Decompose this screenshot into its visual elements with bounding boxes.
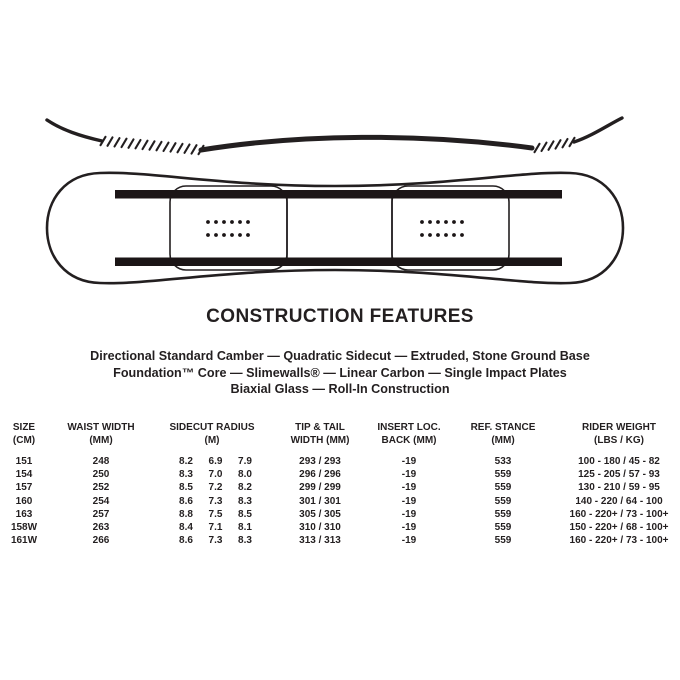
waist-width-cell: 250 [92,469,110,481]
insert-loc-cell: -19 [401,508,417,520]
rider-weight-cell: 160 - 220+ / 73 - 100+ [569,508,669,520]
sidecut-radius-cell: 8.8 7.5 8.5 [179,508,252,520]
waist-width-cell: 257 [92,508,110,520]
camber-left-hatch [101,137,204,154]
size-cell: 161W [10,535,38,547]
size-cell: 157 [15,482,33,494]
waist-width-cell: 252 [92,482,110,494]
camber-profile-diagram [0,92,680,170]
column-header-insert-loc: INSERT LOC. BACK (MM) [377,422,441,446]
ref-stance-cell: 559 [494,469,512,481]
waist-width-cell: 263 [92,522,110,534]
waist-width-cell: 248 [92,456,110,467]
rider-weight-cell: 125 - 205 / 57 - 93 [578,469,660,481]
rider-weight-cell: 100 - 180 / 45 - 82 [578,456,660,467]
spec-table-row [0,468,680,481]
size-cell: 154 [15,469,33,481]
spec-table-row [0,455,680,468]
spec-table-header-row [0,421,680,455]
tip-tail-width-cell: 293 / 293 [299,456,341,467]
size-cell: 158W [10,522,38,534]
insert-loc-cell: -19 [401,522,417,534]
size-cell: 163 [15,508,33,520]
bottom-carbon-stringer [115,258,562,267]
sidecut-radius-cell: 8.6 7.3 8.3 [179,495,252,507]
spec-table [0,421,680,547]
rider-weight-cell: 130 - 210 / 59 - 95 [578,482,660,494]
rider-weight-cell: 140 - 220 / 64 - 100 [575,495,663,507]
column-header-size: SIZE (CM) [12,422,36,446]
tip-tail-width-cell: 299 / 299 [299,482,341,494]
tip-tail-width-cell: 310 / 310 [299,522,341,534]
ref-stance-cell: 559 [494,535,512,547]
board-top-view-diagram [0,160,680,305]
sidecut-radius-cell: 8.2 6.9 7.9 [179,456,252,467]
waist-width-cell: 266 [92,535,110,547]
spec-table-row [0,495,680,508]
top-carbon-stringer [115,190,562,199]
tip-tail-width-cell: 296 / 296 [299,469,341,481]
tip-tail-width-cell: 313 / 313 [299,535,341,547]
column-header-rider-weight: RIDER WEIGHT (LBS / KG) [582,422,656,446]
board-top-view-drawing [0,160,680,305]
camber-profile-drawing [0,92,680,170]
ref-stance-cell: 559 [494,482,512,494]
construction-feature-line: Biaxial Glass — Roll-In Construction [230,382,450,397]
tip-tail-width-cell: 305 / 305 [299,508,341,520]
insert-loc-cell: -19 [401,495,417,507]
rider-weight-cell: 160 - 220+ / 73 - 100+ [569,535,669,547]
column-header-waist-width: WAIST WIDTH (MM) [67,422,135,446]
construction-features-list [0,348,680,398]
column-header-tip-tail-width: TIP & TAIL WIDTH (MM) [290,422,350,446]
size-cell: 160 [15,495,33,507]
camber-left-tip [47,120,102,141]
ref-stance-cell: 559 [494,522,512,534]
spec-table-row [0,521,680,534]
spec-table-row [0,508,680,521]
construction-feature-line: Directional Standard Camber — Quadratic Sidecut — Extruded, Stone Ground Base [90,349,590,363]
ref-stance-cell: 559 [494,495,512,507]
insert-loc-cell: -19 [401,456,417,467]
camber-right-hatch [535,138,575,152]
spec-table-row [0,481,680,494]
size-spec-table [0,421,680,547]
rider-weight-cell: 150 - 220+ / 68 - 100+ [569,522,669,534]
sidecut-radius-cell: 8.3 7.0 8.0 [179,469,252,481]
camber-arc [201,137,532,150]
sidecut-radius-cell: 8.4 7.1 8.1 [179,522,252,534]
board-outline [47,173,623,283]
construction-features-title: CONSTRUCTION FEATURES [206,306,474,327]
ref-stance-cell: 559 [494,508,512,520]
spec-table-row [0,534,680,547]
waist-width-cell: 254 [92,495,110,507]
column-header-ref-stance: REF. STANCE (MM) [470,422,536,446]
size-cell: 151 [15,456,33,467]
column-header-sidecut-radius: SIDECUT RADIUS (M) [169,422,255,446]
sidecut-radius-cell: 8.5 7.2 8.2 [179,482,252,494]
insert-loc-cell: -19 [401,469,417,481]
ref-stance-cell: 533 [494,456,512,467]
sidecut-radius-cell: 8.6 7.3 8.3 [179,535,252,547]
tip-tail-width-cell: 301 / 301 [299,495,341,507]
insert-loc-cell: -19 [401,535,417,547]
construction-feature-line: Foundation™ Core — Slimewalls® — Linear Carbon — Single Impact Plates [113,365,567,380]
camber-right-tip [574,118,622,142]
insert-loc-cell: -19 [401,482,417,494]
